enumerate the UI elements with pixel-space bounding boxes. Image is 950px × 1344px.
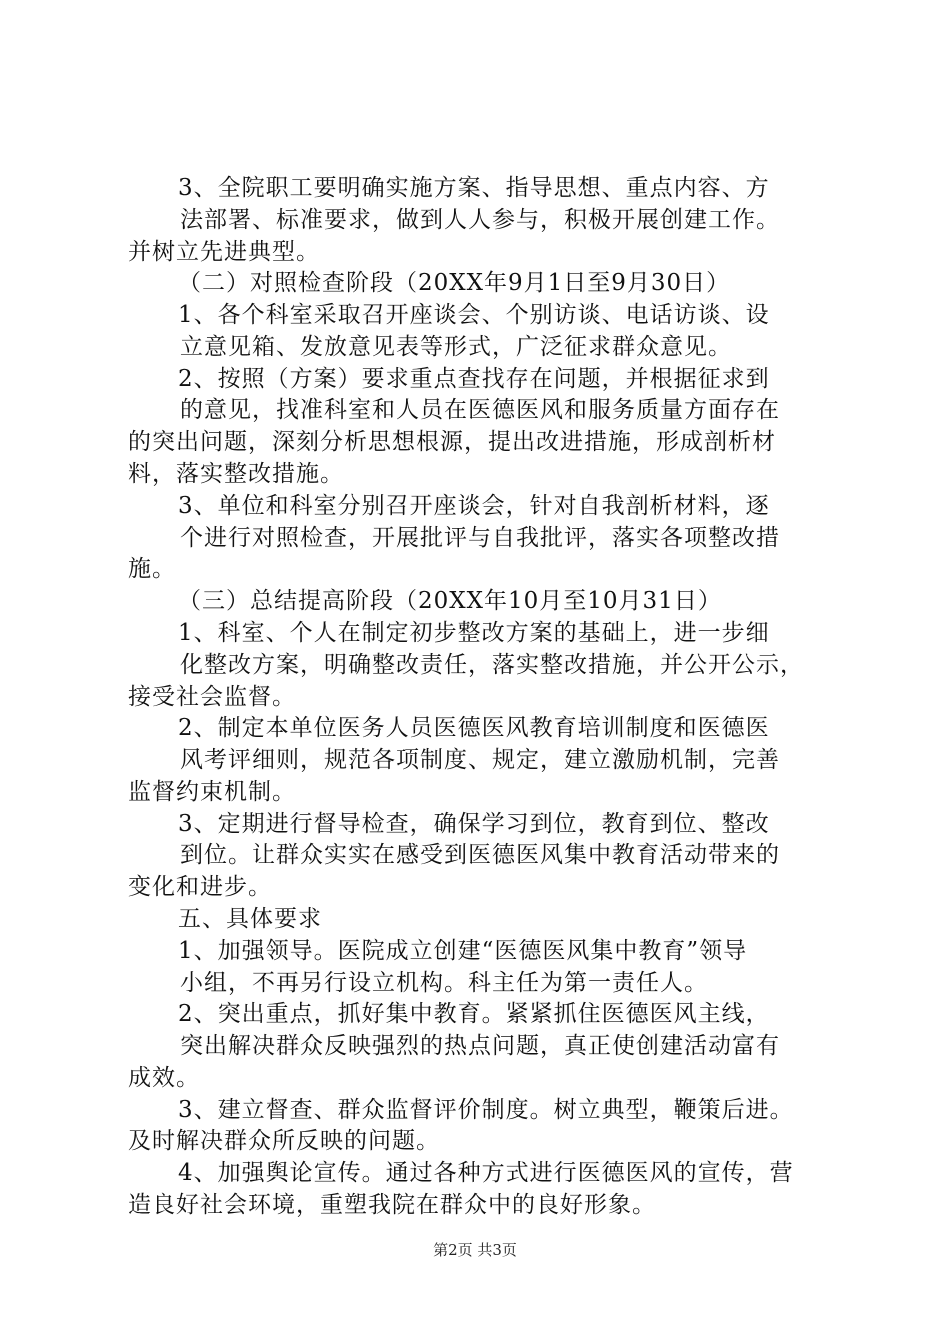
text-line: 法部署、标准要求，做到人人参与，积极开展创建工作。 — [180, 207, 780, 233]
text-line: 3、单位和科室分别召开座谈会，针对自我剖析材料，逐 — [178, 493, 770, 519]
text-line: 2、突出重点，抓好集中教育。紧紧抓住医德医风主线， — [178, 1001, 770, 1027]
text-line: 3、定期进行督导检查，确保学习到位，教育到位、整改 — [178, 811, 770, 837]
page-number-footer: 第2页 共3页 — [433, 1241, 517, 1259]
text-line: 4、加强舆论宣传。通过各种方式进行医德医风的宣传，营 — [178, 1160, 794, 1186]
text-line: 个进行对照检查，开展批评与自我批评，落实各项整改措 — [180, 525, 780, 551]
text-line: 的意见，找准科室和人员在医德医风和服务质量方面存在 — [180, 397, 780, 423]
text-line: 风考评细则，规范各项制度、规定，建立激励机制，完善 — [180, 747, 780, 773]
text-line: 成效。 — [128, 1065, 200, 1091]
text-line: 1、加强领导。医院成立创建“医德医风集中教育”领导 — [178, 938, 748, 964]
text-line: 3、全院职工要明确实施方案、指导思想、重点内容、方 — [178, 175, 770, 201]
section-heading: （三）总结提高阶段（20XX年10月至10月31日） — [178, 588, 722, 614]
text-line: 施。 — [128, 556, 176, 582]
text-line: 变化和进步。 — [128, 874, 272, 900]
text-line: 2、制定本单位医务人员医德医风教育培训制度和医德医 — [178, 715, 770, 741]
section-heading: （二）对照检查阶段（20XX年9月1日至9月30日） — [178, 270, 731, 296]
text-line: 料，落实整改措施。 — [128, 461, 344, 487]
text-line: 1、科室、个人在制定初步整改方案的基础上，进一步细 — [178, 620, 770, 646]
text-line: 及时解决群众所反映的问题。 — [128, 1128, 440, 1154]
text-line: 并树立先进典型。 — [128, 239, 320, 265]
text-line: 监督约束机制。 — [128, 779, 296, 805]
section-heading: 五、具体要求 — [178, 906, 322, 932]
text-line: 2、按照（方案）要求重点查找存在问题，并根据征求到 — [178, 366, 770, 392]
text-line: 1、各个科室采取召开座谈会、个别访谈、电话访谈、设 — [178, 302, 770, 328]
text-line: 造良好社会环境，重塑我院在群众中的良好形象。 — [128, 1192, 656, 1218]
text-line: 化整改方案，明确整改责任，落实整改措施，并公开公示， — [180, 652, 804, 678]
text-line: 立意见箱、发放意见表等形式，广泛征求群众意见。 — [180, 334, 732, 360]
text-line: 到位。让群众实实在感受到医德医风集中教育活动带来的 — [180, 842, 780, 868]
text-line: 接受社会监督。 — [128, 684, 296, 710]
text-line: 突出解决群众反映强烈的热点问题，真正使创建活动富有 — [180, 1033, 780, 1059]
text-line: 小组，不再另行设立机构。科主任为第一责任人。 — [180, 970, 708, 996]
text-line: 的突出问题，深刻分析思想根源，提出改进措施，形成剖析材 — [128, 429, 776, 455]
text-line: 3、建立督查、群众监督评价制度。树立典型，鞭策后进。 — [178, 1097, 794, 1123]
